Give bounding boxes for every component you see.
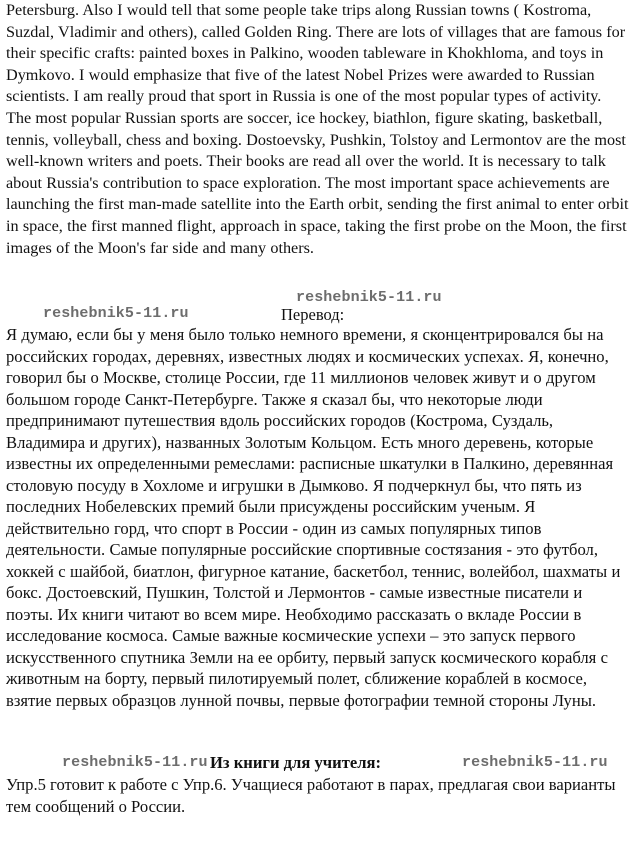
watermark-site: reshebnik5-11.ru — [296, 289, 442, 306]
teacher-book-label: Из книги для учителя: — [210, 753, 382, 772]
watermark-site: reshebnik5-11.ru — [62, 754, 208, 771]
english-paragraph: Petersburg. Also I would tell that some people take trips along Russian towns ( Kostroma, Suzdal, Vladimir and others), called Golden Ring. There are lots of villages that are famous for their specific crafts: painted boxes in Palkino, wooden tableware in Khokhloma, and toys in Dymkovo. I would emphasize that five of the latest Nobel Prizes were awarded to Russian scientists. I am really proud that sport in Russia is one of the most popular types of activity. The most popular Russian sports are soccer, ice hockey, biathlon, figure skating, basketball, tennis, volleyball, chess and boxing. Dostoevsky, Pushkin, Tolstoy and Lermontov are the most well-known writers and poets. Their books are read all over the world. It is necessary to talk about Russia's contribution to space exploration. The most important space achievements are launching the first man-made satellite into the Earth orbit, sending the first animal to enter orbit in space, the first manned flight, approach in space, taking the first probe on the Moon, the first images of the Moon's far side and many others. — [6, 1, 629, 257]
teacher-book-paragraph: Упр.5 готовит к работе с Упр.6. Учащиеся работают в парах, предлагая свои варианты тем сообщений о России. — [6, 775, 616, 816]
translation-paragraph: Я думаю, если бы у меня было только немного времени, я сконцентрировался бы на российских городах, деревнях, известных людях и космических успехах. Я, конечно, говорил бы о Москве, столице России, где 11 миллионов человек живут и о другом большом городе Санкт-Петербурге. Также я сказал бы, что некоторые люди предпринимают путешествия вдоль российских городов (Кострома, Суздаль, Владимира и других), названных Золотым Кольцом. Есть много деревень, которые известны их определенными ремеслами: расписные шкатулки в Палкино, деревянная столовую посуду в Хохломе и игрушки в Дымково. Я подчеркнул бы, что пять из последних Нобелевских премий были присуждены российским ученым. Я действительно горд, что спорт в России - один из самых популярных типов деятельности. Самые популярные российские спортивные состязания - это футбол, хоккей с шайбой, биатлон, фигурное катание, баскетбол, теннис, волейбол, шахматы и бокс. Достоевский, Пушкин, Толстой и Лермонтов - самые известные писатели и поэты. Их книги читают во всем мире. Необходимо рассказать о вкладе России в исследование космоса. Самые важные космические успехи – это запуск первого искусственного спутника Земли на ее орбиту, первый запуск космического корабля с животным на борту, первый пилотируемый полет, сближение кораблей в космосе, взятие первых образцов лунной почвы, первые фотографии темной стороны Луны. — [6, 325, 621, 710]
watermark-site: reshebnik5-11.ru — [462, 754, 608, 771]
watermark-site: reshebnik5-11.ru — [43, 305, 189, 322]
document-page — [6, 0, 630, 259]
translation-label: Перевод: — [281, 305, 345, 324]
